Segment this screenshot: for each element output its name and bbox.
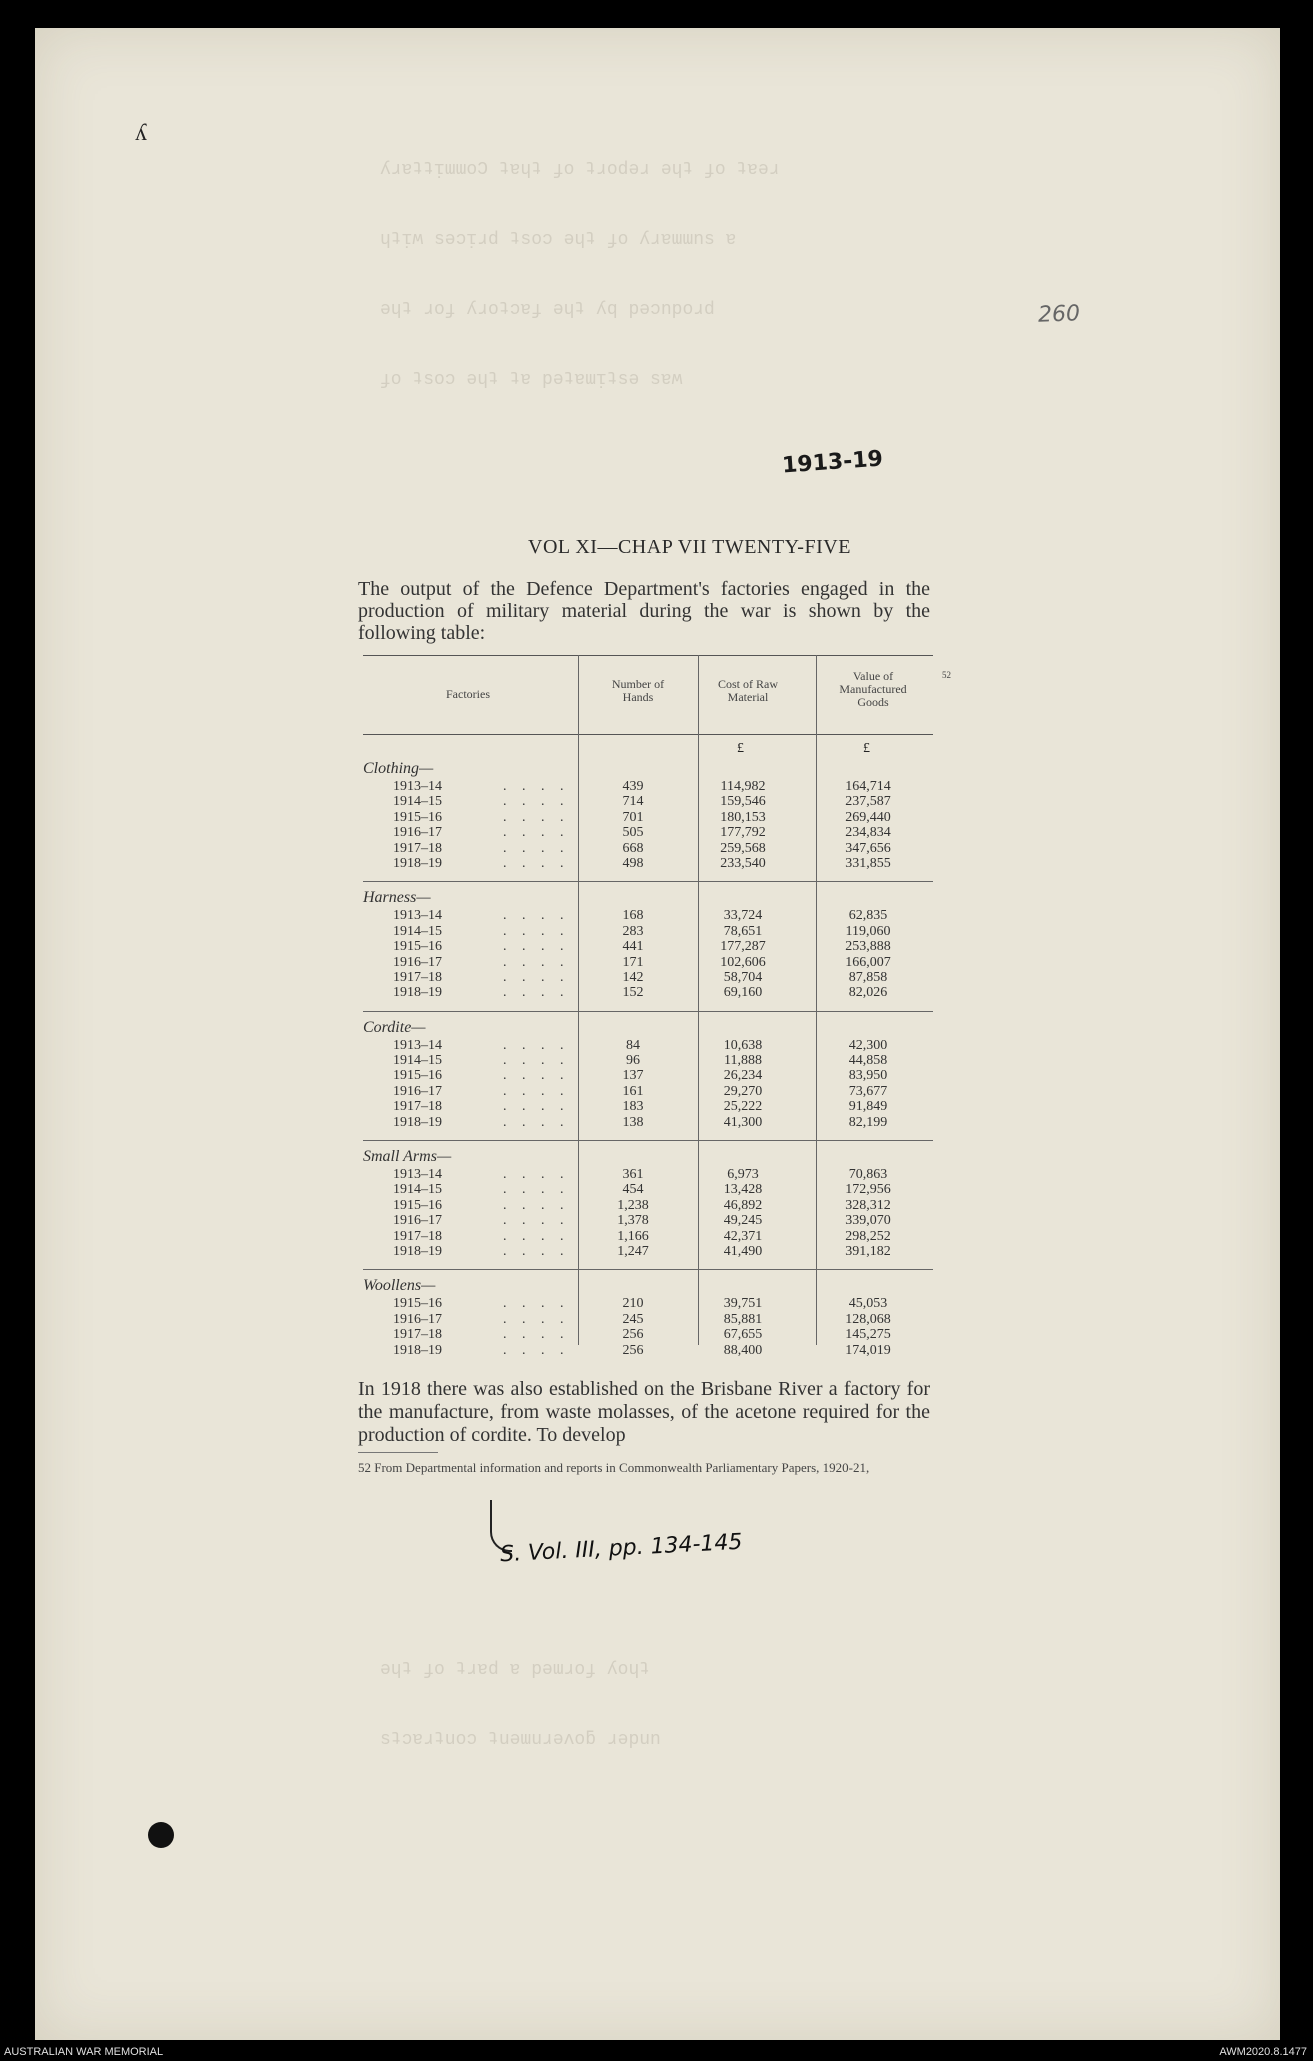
- cell-cost: 69,160: [723, 985, 763, 1001]
- footnote-rule: [358, 1452, 438, 1453]
- cell-value: 164,714: [845, 779, 891, 794]
- cell-value: 73,677: [848, 1083, 888, 1099]
- table-group: [363, 1141, 933, 1269]
- cell-year: 1916–17: [393, 1311, 442, 1327]
- cell-year: 1915–16: [393, 1296, 442, 1312]
- cell-value: 347,656: [845, 840, 891, 856]
- table-row: [363, 1296, 933, 1311]
- cell-cost: 46,892: [723, 1197, 763, 1213]
- table-row: [363, 779, 933, 794]
- cell-hands: 183: [622, 1099, 644, 1115]
- leader-dots: . . . .: [503, 939, 570, 955]
- cell-value: 174,019: [845, 1342, 891, 1358]
- group-title: Harness—: [363, 889, 431, 907]
- cell-year: 1917–18: [393, 1099, 442, 1115]
- cell-year: 1915–16: [393, 1197, 442, 1213]
- punch-hole: [148, 1822, 174, 1848]
- leader-dots: . . . .: [503, 1053, 570, 1069]
- currency-row: [363, 741, 933, 759]
- leader-dots: . . . .: [503, 1311, 570, 1327]
- table-row: [363, 825, 933, 840]
- header-hands: Number of Hands: [611, 677, 665, 704]
- leader-dots: . . . .: [503, 1068, 570, 1084]
- table-row: [363, 1099, 933, 1114]
- cell-value: 237,587: [845, 794, 891, 810]
- cell-year: 1913–14: [393, 1037, 442, 1053]
- cell-value: 234,834: [845, 825, 891, 841]
- cell-hands: 256: [622, 1342, 644, 1358]
- table-row: [363, 1198, 933, 1213]
- cell-value: 328,312: [845, 1197, 891, 1213]
- table-row: [363, 1084, 933, 1099]
- table-group: [363, 1270, 933, 1368]
- cell-value: 119,060: [845, 923, 891, 939]
- table-row: [363, 794, 933, 809]
- leader-dots: . . . .: [503, 1296, 570, 1312]
- cell-year: 1914–15: [393, 1182, 442, 1198]
- leader-dots: . . . .: [503, 1083, 570, 1099]
- cell-value: 128,068: [845, 1311, 891, 1327]
- cell-hands: 137: [622, 1068, 644, 1084]
- leader-dots: . . . .: [503, 825, 570, 841]
- table-row: [363, 1115, 933, 1130]
- leader-dots: . . . .: [503, 1099, 570, 1115]
- table-row: [363, 939, 933, 954]
- table-row: [363, 1244, 933, 1259]
- cell-cost: 78,651: [723, 923, 763, 939]
- cell-value: 91,849: [848, 1099, 888, 1115]
- cell-year: 1914–15: [393, 1053, 442, 1069]
- column-divider: [578, 655, 579, 1345]
- table-body: [363, 735, 933, 1368]
- cell-hands: 1,166: [617, 1228, 649, 1244]
- cell-cost: 177,287: [720, 939, 766, 955]
- cell-value: 145,275: [845, 1327, 891, 1343]
- table-row: [363, 1182, 933, 1197]
- cell-cost: 41,490: [723, 1243, 763, 1259]
- leader-dots: . . . .: [503, 855, 570, 871]
- table-group: [363, 882, 933, 1010]
- bleed-through-text: ʎɹɐʇʇᴉɯɯoƆ ʇɐɥʇ ɟo ʇɹodǝɹ ǝɥʇ ɟo ʇɐǝɹ: [380, 160, 780, 180]
- cell-year: 1914–15: [393, 794, 442, 810]
- cell-year: 1917–18: [393, 1327, 442, 1343]
- handwritten-page-number: 260: [1037, 301, 1081, 328]
- table-row: [363, 924, 933, 939]
- leader-dots: . . . .: [503, 1327, 570, 1343]
- cell-year: 1916–17: [393, 1083, 442, 1099]
- cell-value: 339,070: [845, 1213, 891, 1229]
- cell-year: 1913–14: [393, 908, 442, 924]
- bleed-through-text: sʇɔɐɹʇuoɔ ʇuǝɯuɹǝʌoƃ ɹǝpun: [380, 1730, 661, 1750]
- cell-value: 45,053: [848, 1296, 888, 1312]
- factory-output-table: [363, 655, 933, 1368]
- cell-cost: 180,153: [720, 809, 766, 825]
- cell-hands: 84: [626, 1037, 640, 1053]
- cell-hands: 210: [622, 1296, 644, 1312]
- leader-dots: . . . .: [503, 1037, 570, 1053]
- table-row: [363, 970, 933, 985]
- bleed-through-text: ǝɥʇ ɹoɟ ʎɹoʇɔɐɟ ǝɥʇ ʎq pǝɔnpoɹd: [380, 300, 715, 320]
- cell-value: 87,858: [848, 969, 888, 985]
- cell-hands: 138: [622, 1114, 644, 1130]
- cell-value: 44,858: [848, 1053, 888, 1069]
- cell-hands: 1,238: [617, 1197, 649, 1213]
- leader-dots: . . . .: [503, 1342, 570, 1358]
- cell-cost: 33,724: [723, 908, 763, 924]
- cell-cost: 102,606: [720, 954, 766, 970]
- leader-dots: . . . .: [503, 1114, 570, 1130]
- table-row: [363, 1312, 933, 1327]
- cell-year: 1915–16: [393, 939, 442, 955]
- cell-year: 1917–18: [393, 840, 442, 856]
- cell-cost: 41,300: [723, 1114, 763, 1130]
- table-row: [363, 1343, 933, 1358]
- table-header: [363, 656, 933, 734]
- cell-hands: 283: [622, 923, 644, 939]
- archive-id: AWM2020.8.1477: [1219, 2046, 1307, 2058]
- cell-year: 1916–17: [393, 1213, 442, 1229]
- cell-cost: 10,638: [723, 1037, 763, 1053]
- handwritten-reference: S. Vol. III, pp. 134-145: [499, 1529, 744, 1568]
- header-factories: Factories: [446, 687, 490, 701]
- leader-dots: . . . .: [503, 985, 570, 1001]
- cell-hands: 161: [622, 1083, 644, 1099]
- cell-cost: 49,245: [723, 1213, 763, 1229]
- closing-paragraph: In 1918 there was also established on the Brisbane River a factory for the manufacture, from waste molasses, of the acetone required for the production of cordite. To develop: [358, 1378, 930, 1446]
- cell-hands: 245: [622, 1311, 644, 1327]
- cell-year: 1917–18: [393, 969, 442, 985]
- cell-cost: 13,428: [723, 1182, 763, 1198]
- intro-paragraph: The output of the Defence Department's factories engaged in the production of military material during the war is shown by the following table:: [358, 578, 930, 644]
- leader-dots: . . . .: [503, 794, 570, 810]
- currency-symbol: £: [737, 741, 744, 756]
- cell-cost: 58,704: [723, 969, 763, 985]
- cell-hands: 498: [622, 855, 644, 871]
- cell-cost: 11,888: [724, 1053, 762, 1069]
- cell-year: 1918–19: [393, 1114, 442, 1130]
- cell-hands: 439: [622, 779, 644, 794]
- cell-cost: 39,751: [723, 1296, 763, 1312]
- table-row: [363, 1229, 933, 1244]
- leader-dots: . . . .: [503, 1167, 570, 1183]
- table-row: [363, 1213, 933, 1228]
- leader-dots: . . . .: [503, 1182, 570, 1198]
- leader-dots: . . . .: [503, 1228, 570, 1244]
- cell-hands: 454: [622, 1182, 644, 1198]
- cell-value: 70,863: [848, 1167, 888, 1183]
- cell-hands: 505: [622, 825, 644, 841]
- leader-dots: . . . .: [503, 969, 570, 985]
- table-group: [363, 1012, 933, 1140]
- group-title: Woollens—: [363, 1277, 436, 1295]
- cell-hands: 168: [622, 908, 644, 924]
- cell-hands: 441: [622, 939, 644, 955]
- table-row: [363, 856, 933, 871]
- cell-value: 391,182: [845, 1243, 891, 1259]
- cell-year: 1918–19: [393, 855, 442, 871]
- cell-cost: 25,222: [723, 1099, 763, 1115]
- bleed-through-text: ɥʇᴉʍ sǝɔᴉɹd ʇsoɔ ǝɥʇ ɟo ʎɹɐɯɯns ɐ: [380, 230, 737, 250]
- cell-hands: 714: [622, 794, 644, 810]
- table-row: [363, 810, 933, 825]
- cell-value: 62,835: [848, 908, 888, 924]
- cell-cost: 177,792: [720, 825, 766, 841]
- footnote-text: 52 From Departmental information and reports in Commonwealth Parliamentary Papers, 1920-21,: [358, 1460, 870, 1475]
- cell-cost: 259,568: [720, 840, 766, 856]
- cell-year: 1917–18: [393, 1228, 442, 1244]
- cell-cost: 42,371: [723, 1228, 763, 1244]
- leader-dots: . . . .: [503, 954, 570, 970]
- ink-mark: ʎ: [135, 120, 147, 146]
- table-row: [363, 1053, 933, 1068]
- cell-value: 253,888: [845, 939, 891, 955]
- cell-value: 166,007: [845, 954, 891, 970]
- cell-cost: 114,982: [720, 779, 766, 794]
- cell-hands: 96: [626, 1053, 640, 1069]
- leader-dots: . . . .: [503, 923, 570, 939]
- leader-dots: . . . .: [503, 1213, 570, 1229]
- cell-hands: 361: [622, 1167, 644, 1183]
- cell-cost: 233,540: [720, 855, 766, 871]
- cell-hands: 701: [622, 809, 644, 825]
- cell-hands: 256: [622, 1327, 644, 1343]
- cell-cost: 26,234: [723, 1068, 763, 1084]
- currency-symbol: £: [863, 741, 870, 756]
- table-row: [363, 985, 933, 1000]
- group-title: Clothing—: [363, 760, 434, 777]
- leader-dots: . . . .: [503, 1243, 570, 1259]
- table-row: [363, 841, 933, 856]
- cell-value: 269,440: [845, 809, 891, 825]
- cell-value: 42,300: [848, 1037, 888, 1053]
- cell-hands: 171: [622, 954, 644, 970]
- header-value: Value of Manufactured Goods: [839, 669, 907, 709]
- cell-hands: 1,378: [617, 1213, 649, 1229]
- cell-cost: 6,973: [727, 1167, 759, 1183]
- group-title: Small Arms—: [363, 1148, 452, 1166]
- cell-year: 1918–19: [393, 1243, 442, 1259]
- cell-year: 1916–17: [393, 954, 442, 970]
- leader-dots: . . . .: [503, 809, 570, 825]
- cell-value: 82,199: [848, 1114, 888, 1130]
- leader-dots: . . . .: [503, 908, 570, 924]
- table-group: [363, 735, 933, 881]
- column-divider: [816, 655, 817, 1345]
- cell-year: 1914–15: [393, 923, 442, 939]
- cell-year: 1916–17: [393, 825, 442, 841]
- cell-hands: 668: [622, 840, 644, 856]
- table-row: [363, 1327, 933, 1342]
- page-heading: VOL XI—CHAP VII TWENTY-FIVE: [528, 536, 851, 558]
- cell-value: 298,252: [845, 1228, 891, 1244]
- leader-dots: . . . .: [503, 1197, 570, 1213]
- cell-cost: 88,400: [723, 1342, 763, 1358]
- header-cost: Cost of Raw Material: [718, 677, 778, 704]
- cell-year: 1915–16: [393, 809, 442, 825]
- leader-dots: . . . .: [503, 840, 570, 856]
- cell-cost: 159,546: [720, 794, 766, 810]
- cell-year: 1913–14: [393, 1167, 442, 1183]
- table-row: [363, 908, 933, 923]
- footnote-marker: 52: [942, 670, 951, 680]
- cell-cost: 67,655: [723, 1327, 763, 1343]
- cell-year: 1918–19: [393, 1342, 442, 1358]
- cell-hands: 142: [622, 969, 644, 985]
- cell-value: 83,950: [848, 1068, 888, 1084]
- table-row: [363, 1038, 933, 1053]
- group-title: Cordite—: [363, 1018, 426, 1036]
- bleed-through-text: ǝɥʇ ɟo ʇɹɐd ɐ pǝɯɹoɟ ʎoɥʇ: [380, 1660, 651, 1680]
- archive-credit: AUSTRALIAN WAR MEMORIAL: [4, 2046, 164, 2058]
- cell-hands: 1,247: [617, 1243, 649, 1259]
- table-row: [363, 1167, 933, 1182]
- cell-value: 331,855: [845, 855, 891, 871]
- cell-value: 172,956: [845, 1182, 891, 1198]
- cell-value: 82,026: [848, 985, 888, 1001]
- cell-cost: 29,270: [723, 1083, 763, 1099]
- handwritten-years: 1913-19: [781, 446, 884, 479]
- table-row: [363, 955, 933, 970]
- cell-hands: 152: [622, 985, 644, 1001]
- cell-year: 1918–19: [393, 985, 442, 1001]
- table-row: [363, 1068, 933, 1083]
- cell-year: 1915–16: [393, 1068, 442, 1084]
- cell-year: 1913–14: [393, 779, 442, 794]
- bleed-through-text: ɟo ʇsoɔ ǝɥʇ ʇɐ pǝʇɐɯᴉʇsǝ sɐʍ: [380, 370, 683, 390]
- column-divider: [698, 655, 699, 1345]
- leader-dots: . . . .: [503, 779, 570, 794]
- cell-cost: 85,881: [723, 1311, 763, 1327]
